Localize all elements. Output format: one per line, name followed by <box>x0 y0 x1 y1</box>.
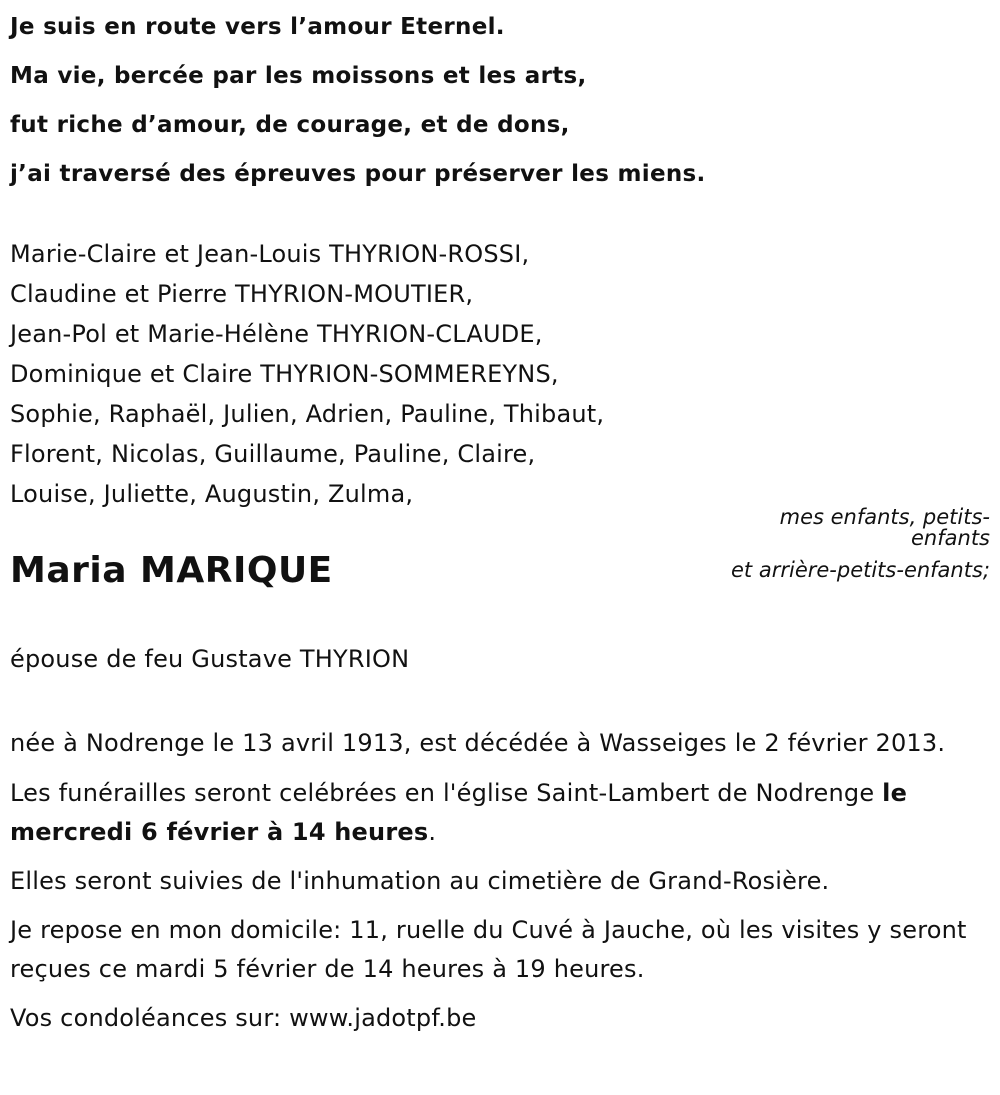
family-line: Claudine et Pierre THYRION-MOUTIER, <box>10 280 474 308</box>
family-line: Sophie, Raphaël, Julien, Adrien, Pauline, Thibaut, <box>10 400 605 428</box>
condolences-text: Vos condoléances sur: www.jadotpf.be <box>10 1004 477 1032</box>
relation-line-children: mes enfants, petits-enfants <box>779 505 990 550</box>
funeral-text <box>10 774 985 852</box>
family-line: Marie-Claire et Jean-Louis THYRION-ROSSI, <box>10 240 530 268</box>
deceased-name: Maria MARIQUE <box>10 550 333 591</box>
poem-line: Ma vie, bercée par les moissons et les arts, <box>10 63 587 89</box>
family-line: Florent, Nicolas, Guillaume, Pauline, Claire, <box>10 440 536 468</box>
poem-line: Je suis en route vers l’amour Eternel. <box>10 14 505 40</box>
burial-text: Elles seront suivies de l'inhumation au cimetière de Grand-Rosière. <box>10 867 830 895</box>
poem-line: fut riche d’amour, de courage, et de dons, <box>10 112 570 138</box>
visitation-text: Je repose en mon domicile: 11, ruelle du Cuvé à Jauche, où les visites y seront reçues ce mardi 5 février de 14 heures à 19 heures. <box>10 916 967 983</box>
family-relation <box>710 503 990 581</box>
funeral-text-prefix: Les funérailles seront celébrées en l'église Saint-Lambert de Nodrenge <box>10 779 883 807</box>
epitaph-poem <box>10 8 990 204</box>
relation-line-great-grandchildren: et arrière-petits-enfants; <box>731 558 990 582</box>
funeral-text-suffix: . <box>428 818 437 846</box>
family-line: Louise, Juliette, Augustin, Zulma, <box>10 480 414 508</box>
obituary-details <box>10 724 985 1048</box>
funeral-date: le mercredi 6 février à 14 heures <box>10 779 908 846</box>
poem-line: j’ai traversé des épreuves pour préserver les miens. <box>10 161 706 187</box>
family-line: Dominique et Claire THYRION-SOMMEREYNS, <box>10 360 559 388</box>
spouse-line: épouse de feu Gustave THYRION <box>10 645 410 673</box>
family-line: Jean-Pol et Marie-Hélène THYRION-CLAUDE, <box>10 320 543 348</box>
family-list <box>10 236 910 516</box>
birth-death-text: née à Nodrenge le 13 avril 1913, est décédée à Wasseiges le 2 février 2013. <box>10 729 946 757</box>
